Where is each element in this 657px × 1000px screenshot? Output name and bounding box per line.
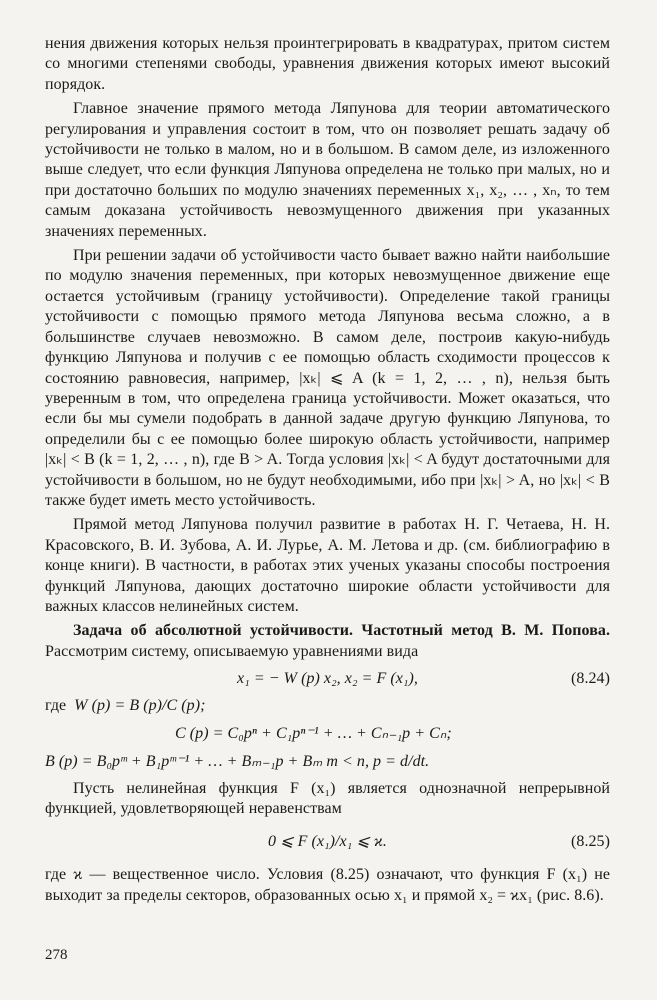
equation-8-25-number: (8.25) [571, 833, 610, 851]
paragraph-stability-boundary: При решении задачи об устойчивости часто бывает важно найти наибольшие по модулю значения переменных, при которых невозмущенное движение еще остается устойчивым (границу устойчивости). Определение такой границы устойчивости с помощью прямого метода Ляпунова весьма сложно, а в большинстве случаев невозможно. В самом деле, построив какую-нибудь функцию Ляпунова и получив с ее помощью область сходимости процессов к состоянию равновесия, например, |xₖ| ⩽ A (k = 1, 2, … , n), нельзя быть уверенным в том, что определена граница устойчивости. Может оказаться, что если бы мы сумели подобрать в данной задаче другую функцию Ляпунова, то определили бы с ее помощью более широкую область устойчивости, например |xₖ| < B (k = 1, 2, … , n), где B > A. Тогда условия |xₖ| < A будут достаточными для устойчивости в большом, но не будут необходимыми, ибо при |xₖ| > A, но |xₖ| < B также будет иметь место устойчивость. [45, 247, 610, 509]
equation-C-formula: C (p) = C₀pⁿ + C₁pⁿ⁻¹ + … + Cₙ₋₁p + Cₙ; [175, 724, 452, 742]
section-intro-text: Рассмотрим систему, описываемую уравнениями вида [45, 642, 419, 660]
transfer-function-formula: W (p) = B (p)/C (p); [74, 697, 206, 715]
equation-8-24-number: (8.24) [571, 670, 610, 688]
equation-8-24 [45, 668, 610, 690]
equation-B-polynomial [45, 751, 610, 773]
paragraph-development: Прямой метод Ляпунова получил развитие в работах Н. Г. Четаева, Н. Н. Красовского, В. И. Зубова, А. И. Лурье, А. М. Летова и др. (см. библиографию в конце книги). В частности, в работах этих ученых указаны способы построения функций Ляпунова, дающих достаточно широкие области устойчивости для важных классов нелинейных систем. [45, 516, 610, 615]
page-body [45, 34, 610, 906]
page-number: 278 [45, 947, 68, 963]
equation-C-polynomial [45, 723, 610, 745]
gde-word: где [45, 697, 67, 715]
paragraph-absolute-stability [45, 621, 610, 662]
transfer-function-definition [45, 696, 610, 716]
equation-8-25 [45, 831, 610, 853]
section-heading: Задача об абсолютной устойчивости. Частотный метод В. М. Попова. [73, 622, 610, 640]
paragraph-continuation: нения движения которых нельзя проинтегрировать в квадратурах, притом систем со многими степенями свободы, уравнения движения которых имеют высокий порядок. [45, 35, 610, 93]
paragraph-sector-condition: где ϰ — вещественное число. Условия (8.25) означают, что функция F (x₁) не выходит за пределы секторов, образованных осью x₁ и прямой x₂ = ϰx₁ (рис. 8.6). [45, 866, 610, 904]
paragraph-nonlinear-function: Пусть нелинейная функция F (x₁) является однозначной непрерывной функцией, удовлетворяющей неравенствам [45, 779, 610, 817]
equation-8-25-formula: 0 ⩽ F (x₁)/x₁ ⩽ ϰ. [268, 833, 387, 851]
equation-8-24-formula: x₁ = − W (p) x₂, x₂ = F (x₁), [237, 670, 418, 688]
paragraph-lyapunov-main-value: Главное значение прямого метода Ляпунова для теории автоматического регулирования и управления состоит в том, что он позволяет решать задачу об устойчивости не только в малом, но и в большом. В самом деле, из изложенного выше следует, что если функция Ляпунова определена не только при малых, но и при достаточно больших по модулю значениях переменных x₁, x₂, … , xₙ, то тем самым доказана устойчивость невозмущенного движения при указанных значениях переменных. [45, 100, 610, 240]
equation-B-formula: B (p) = B₀pᵐ + B₁pᵐ⁻¹ + … + Bₘ₋₁p + Bₘ m < n, p = d/dt. [45, 752, 430, 770]
